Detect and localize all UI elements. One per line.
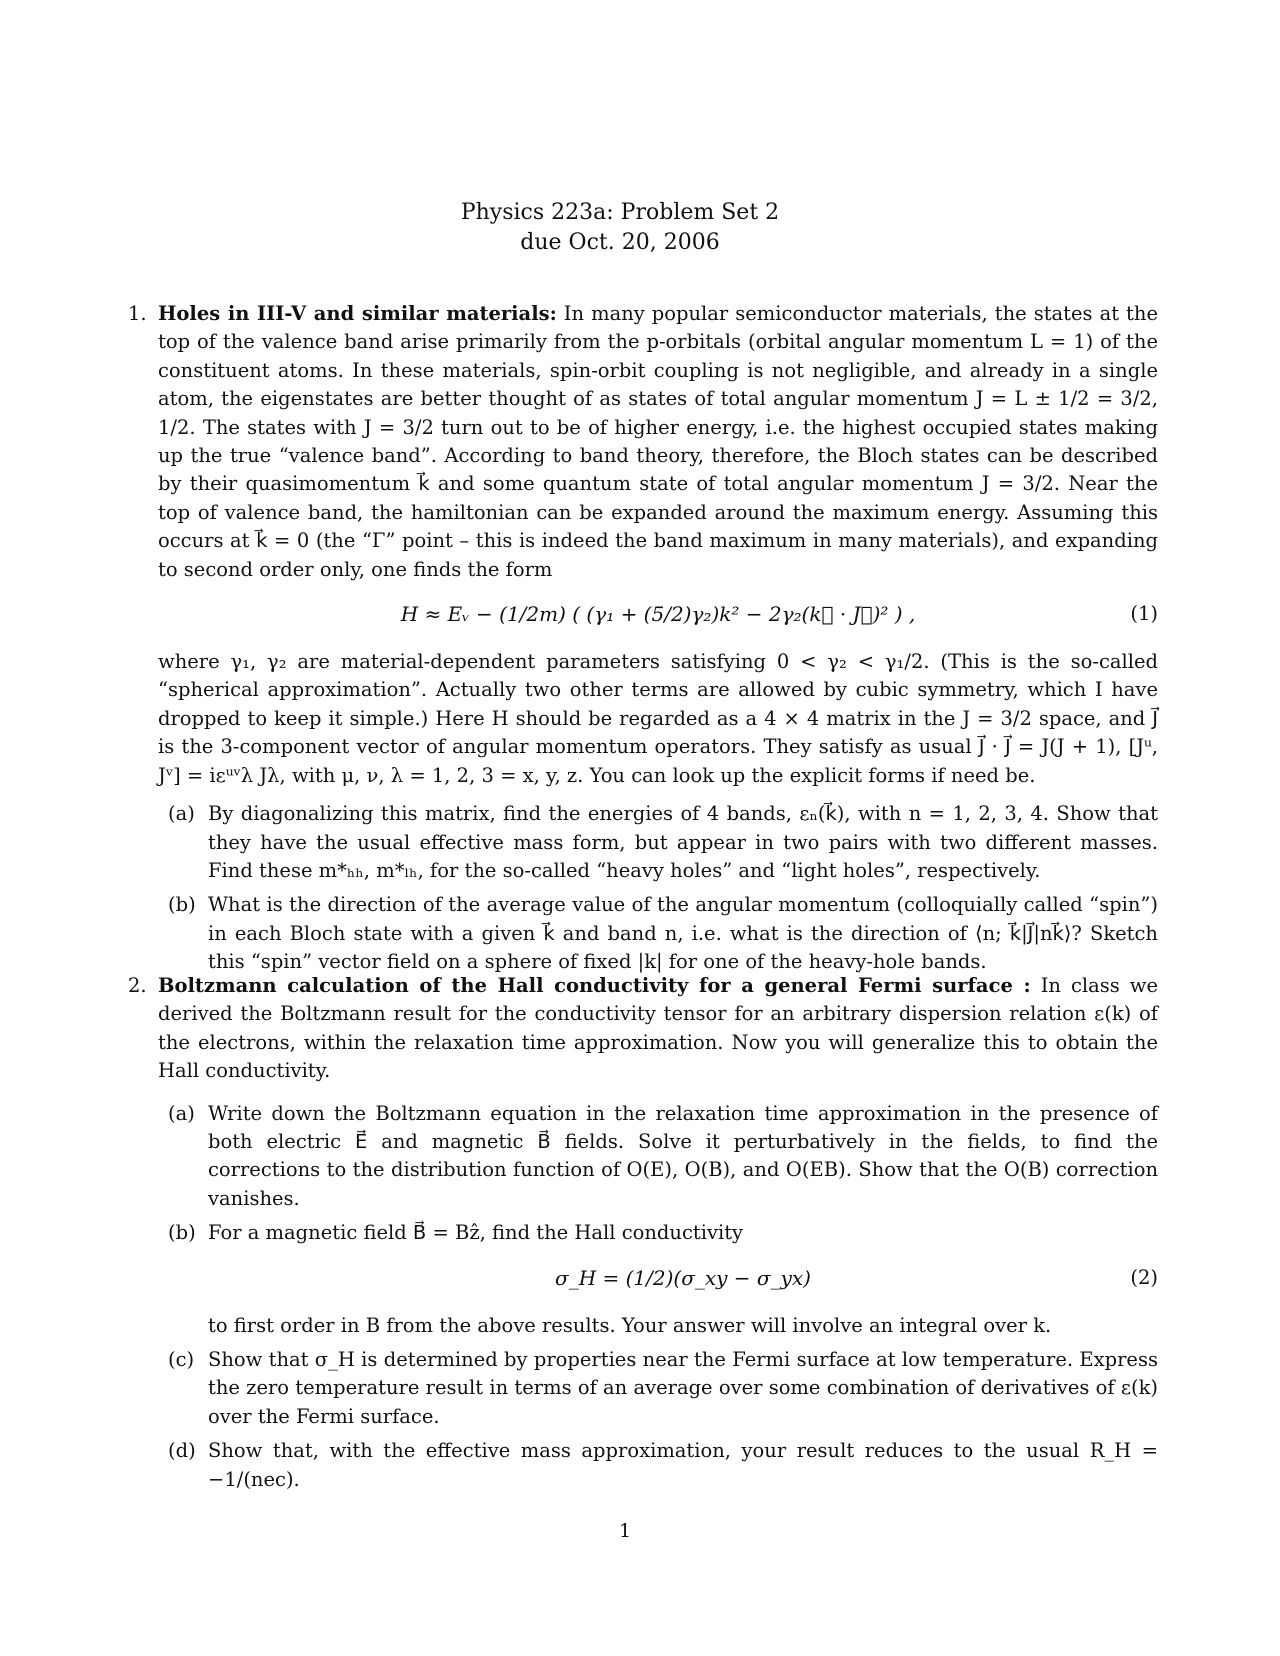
problem-body-continued: where γ₁, γ₂ are material-dependent parameters satisfying 0 < γ₂ < γ₁/2. (This is the so-called “spherical approximation”. Actually two other terms are allowed by cubic symmetry, which I have dropped to keep it simple.) Here H should be regarded as a 4 × 4 matrix in the J = 3/2 space, and J⃗ is the 3-component vector of angular momentum operators. They satisfy as usual J⃗ · J⃗ = J(J + 1), [Jᵘ, Jᵛ] = iεᵘᵛλ Jλ, with μ, ν, λ = 1, 2, 3 = x, y, z. You can look up the explicit forms if need be. bbox=[158, 650, 1158, 787]
subpart-c bbox=[168, 1346, 1158, 1431]
subpart-text: What is the direction of the average value of the angular momentum (colloquially called “spin”) in each Bloch state with a given k⃗ and band n, i.e. what is the direction of ⟨n; k⃗|J⃗|nk⃗⟩? Sketch this “spin” vector field on a sphere of fixed |k| for one of the heavy-hole bands. bbox=[208, 893, 1158, 974]
subpart-label: (b) bbox=[168, 1221, 196, 1245]
subpart-label: (c) bbox=[168, 1348, 195, 1372]
subpart-label: (a) bbox=[168, 802, 195, 826]
subpart-label: (a) bbox=[168, 1101, 195, 1125]
subpart-text: Show that σ_H is determined by properties near the Fermi surface at low temperature. Express the zero temperature result in terms of an average over some combination of derivatives of ε(k) over the Fermi surface. bbox=[208, 1348, 1158, 1428]
equation-expression: σ_H = (1/2)(σ_xy − σ_yx) bbox=[555, 1265, 811, 1290]
subpart-b bbox=[168, 1219, 1158, 1340]
document-header bbox=[0, 198, 1240, 258]
problem-heading: Boltzmann calculation of the Hall conductivity for a general Fermi surface : bbox=[158, 974, 1031, 997]
equation-expression: H ≈ Eᵥ − (1/2m) ( (γ₁ + (5/2)γ₂)k² − 2γ₂(k⃗ · J⃗)² ) , bbox=[400, 602, 916, 627]
equation-number: (2) bbox=[1130, 1265, 1158, 1289]
problem-1 bbox=[128, 300, 1158, 977]
subpart-label: (b) bbox=[168, 893, 196, 917]
subpart-b bbox=[168, 891, 1158, 976]
problem-heading: Holes in III-V and similar materials: bbox=[158, 302, 557, 325]
page-number: 1 bbox=[618, 1520, 632, 1542]
subpart-text: For a magnetic field B⃗ = Bẑ, find the Hall conductivity bbox=[208, 1221, 744, 1245]
problem-intro: In class we derived the Boltzmann result for the conductivity tensor for an arbitrary dispersion relation ε(k) of the electrons, within the relaxation time approximation. Now you will generalize this to obtain the Hall conductivity. bbox=[158, 974, 1159, 1083]
problem-2 bbox=[128, 972, 1158, 1494]
subpart-label: (d) bbox=[168, 1439, 196, 1463]
problem-number: 1. bbox=[128, 302, 147, 325]
equation-2 bbox=[208, 1252, 1158, 1308]
subpart-text: Write down the Boltzmann equation in the relaxation time approximation in the presence of both electric E⃗ and magnetic B⃗ fields. Solve it perturbatively in the fields, to find the corrections to the distribution function of O(E), O(B), and O(EB). Show that the O(B) correction vanishes. bbox=[208, 1101, 1158, 1210]
equation-number: (1) bbox=[1130, 602, 1158, 626]
document-title: Physics 223a: Problem Set 2 bbox=[460, 200, 780, 225]
subpart-text: Show that, with the effective mass approximation, your result reduces to the usual R_H = −1/(nec). bbox=[208, 1439, 1158, 1491]
subpart-a bbox=[168, 1100, 1158, 1214]
equation-1 bbox=[158, 588, 1158, 644]
problem-number: 2. bbox=[128, 974, 147, 997]
due-date: due Oct. 20, 2006 bbox=[520, 230, 720, 255]
problem-intro: In many popular semiconductor materials, the states at the top of the valence band arise primarily from the p-orbitals (orbital angular momentum L = 1) of the constituent atoms. In these materials, spin-orbit coupling is not negligible, and already in a single atom, the eigenstates are better thought of as states of total angular momentum J = L ± 1/2 = 3/2, 1/2. The states with J = 3/2 turn out to be of higher energy, i.e. the highest occupied states making up the true “valence band”. According to band theory, therefore, the Bloch states can be described by their quasimomentum k⃗ and some quantum state of total angular momentum J = 3/2. Near the top of valence band, the hamiltonian can be expanded around the maximum energy. Assuming this occurs at k⃗ = 0 (the “Γ” point – this is indeed the band maximum in many materials), and expanding to second order only, one finds the form bbox=[158, 302, 1158, 581]
subpart-a bbox=[168, 800, 1158, 885]
subpart-d bbox=[168, 1437, 1158, 1494]
subpart-text-continued: to first order in B from the above results. Your answer will involve an integral over k. bbox=[208, 1313, 1052, 1337]
subpart-text: By diagonalizing this matrix, find the energies of 4 bands, εₙ(k⃗), with n = 1, 2, 3, 4. Show that they have the usual effective mass form, but appear in two pairs with two different masses. Find these m*ₕₕ, m*ₗₕ, for the so-called “heavy holes” and “light holes”, respectively. bbox=[208, 802, 1158, 882]
